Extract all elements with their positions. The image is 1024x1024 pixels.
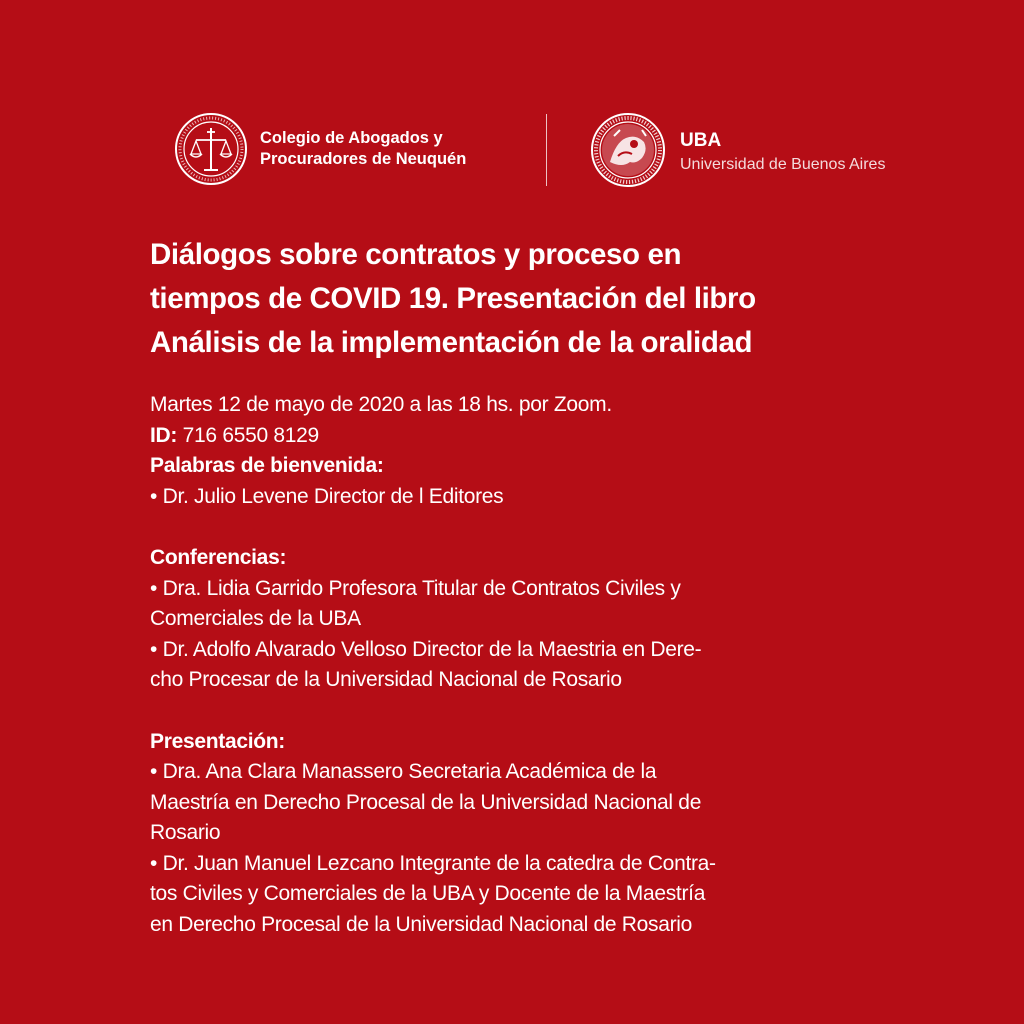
header-divider (546, 114, 547, 186)
presentation-line: tos Civiles y Comerciales de la UBA y Docente de la Maestría (150, 882, 706, 905)
event-details (150, 390, 930, 940)
presentation-line: • Dra. Ana Clara Manassero Secretaria Académica de la (150, 760, 657, 783)
uba-seal-icon (590, 112, 666, 188)
presentation-line: en Derecho Procesal de la Universidad Nacional de Rosario (150, 912, 693, 936)
conference-line: • Dra. Lidia Garrido Profesora Titular de Contratos Civiles y (150, 576, 681, 600)
zoom-id (150, 421, 930, 452)
colegio-abogados-name (260, 128, 466, 170)
header (0, 108, 1024, 188)
conferences-heading: Conferencias: (150, 546, 287, 569)
conference-line: cho Procesar de la Universidad Nacional de Rosario (150, 668, 622, 691)
page-title (150, 233, 910, 365)
event-datetime: Martes 12 de mayo de 2020 a las 18 hs. por Zoom. (150, 393, 612, 416)
welcome-heading: Palabras de bienvenida: (150, 454, 384, 477)
zoom-id-value: 716 6550 8129 (182, 423, 319, 447)
presentation-line: • Dr. Juan Manuel Lezcano Integrante de la catedra de Contra- (150, 851, 716, 875)
presentation-line: Rosario (150, 821, 221, 844)
colegio-abogados-seal-icon (174, 112, 248, 186)
conference-line: • Dr. Adolfo Alvarado Velloso Director de la Maestria en Dere- (150, 637, 702, 661)
presentation-heading: Presentación: (150, 729, 285, 753)
title-line-1: Diálogos sobre contratos y proceso en (150, 238, 682, 271)
presentation-line: Maestría en Derecho Procesal de la Universidad Nacional de (150, 790, 702, 814)
org1-line1: Colegio de Abogados y (260, 129, 443, 147)
title-line-2: tiempos de COVID 19. Presentación del libro (150, 282, 756, 315)
title-line-3: Análisis de la implementación de la oralidad (150, 326, 753, 359)
org1-line2: Procuradores de Neuquén (260, 150, 467, 168)
uba-abbreviation: UBA (680, 130, 722, 151)
uba-full-name: Universidad de Buenos Aires (680, 156, 886, 173)
welcome-item: • Dr. Julio Levene Director de l Editores (150, 484, 504, 508)
zoom-id-label: ID: (150, 423, 178, 447)
conference-line: Comerciales de la UBA (150, 607, 361, 630)
